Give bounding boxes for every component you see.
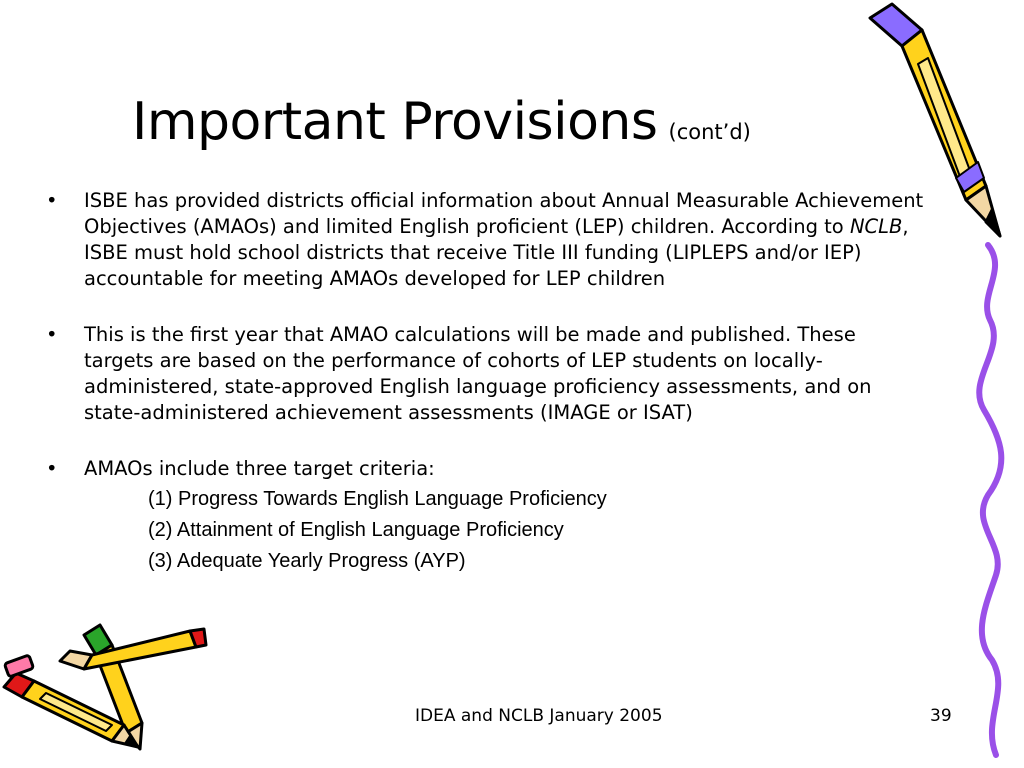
bullet-text: AMAOs include three target criteria: bbox=[84, 457, 435, 480]
title-suffix: (cont’d) bbox=[668, 120, 751, 144]
bullet-marker: • bbox=[46, 457, 58, 480]
bullet-item bbox=[46, 456, 931, 577]
footer-text: IDEA and NCLB January 2005 bbox=[415, 706, 663, 726]
bullet-text: This is the first year that AMAO calculations will be made and published. These targets are based on the performance of cohorts of LEP students on locally-administered, state-approved English language proficiency assessments, and on state-administered achievement assessments (IMAGE or ISAT) bbox=[84, 323, 872, 424]
page-number: 39 bbox=[930, 706, 952, 726]
criteria-item: (2) Attainment of English Language Proficiency bbox=[148, 519, 564, 541]
squiggle-line-icon bbox=[948, 240, 1024, 765]
bullet-text-part: ISBE has provided districts official information about Annual Measurable Achievement Objectives (AMAOs) and limited English proficient (LEP) children. According to bbox=[84, 189, 924, 238]
bullet-marker: • bbox=[46, 323, 58, 346]
pencil-icon bbox=[860, 0, 1010, 250]
criteria-item: (3) Adequate Yearly Progress (AYP) bbox=[148, 550, 466, 572]
title-main: Important Provisions bbox=[132, 92, 658, 152]
slide-body bbox=[46, 188, 931, 607]
bullet-text-part: , ISBE must hold school districts that receive Title III funding (LIPLEPS and/or IEP) accountable for meeting AMAOs developed for LEP children bbox=[84, 215, 909, 290]
bullet-item bbox=[46, 188, 931, 292]
bullet-item bbox=[46, 322, 931, 426]
slide-title bbox=[132, 92, 751, 152]
bullet-emphasis: NCLB bbox=[849, 215, 903, 238]
pencils-cluster-icon bbox=[0, 615, 210, 765]
criteria-list bbox=[84, 484, 931, 577]
criteria-item: (1) Progress Towards English Language Proficiency bbox=[148, 488, 607, 510]
bullet-marker: • bbox=[46, 189, 58, 212]
